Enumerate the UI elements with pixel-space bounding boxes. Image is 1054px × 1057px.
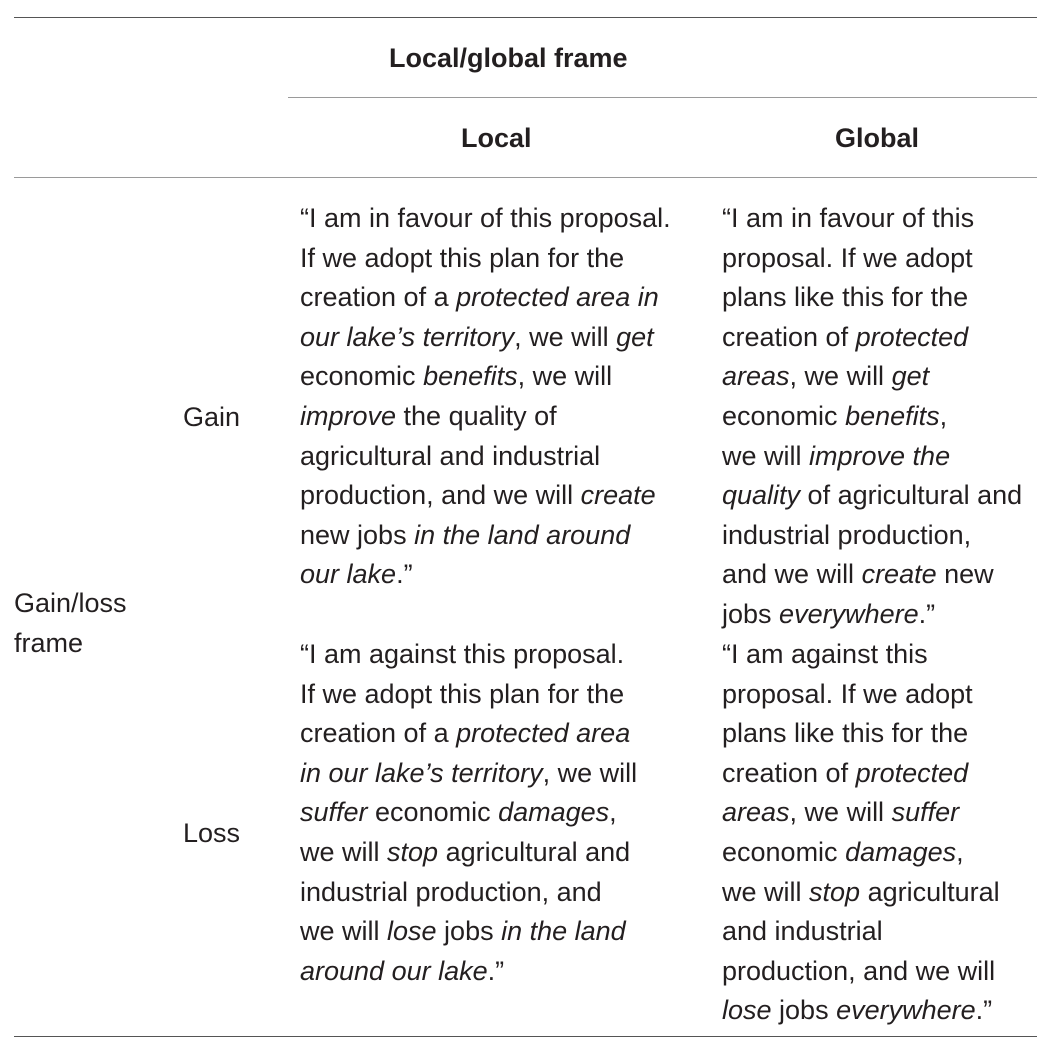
text-run: .” — [975, 995, 993, 1026]
cell-text-line — [722, 675, 1000, 715]
column-header-local: Local — [461, 123, 532, 153]
cell-text-line — [300, 239, 671, 279]
text-run: jobs — [722, 598, 780, 629]
italic-text-run: areas — [722, 797, 790, 828]
text-run: jobs — [436, 916, 502, 947]
cell-text-line — [300, 357, 671, 397]
text-run: plans like this for the — [722, 282, 969, 313]
italic-text-run: damages — [845, 836, 957, 867]
text-run: and industrial — [722, 916, 883, 947]
text-run: , — [609, 797, 617, 828]
italic-text-run: our lake — [300, 559, 397, 590]
italic-text-run: stop — [809, 876, 861, 907]
cell-loss-global — [722, 635, 1000, 1031]
table-top-rule — [14, 17, 1037, 18]
cell-text-line — [722, 555, 1022, 595]
text-run: we will — [300, 916, 388, 947]
text-run: , we will — [542, 757, 638, 788]
text-run: we will — [722, 876, 810, 907]
cell-text-line — [300, 873, 637, 913]
text-run: economic — [300, 361, 424, 392]
text-run: economic — [722, 400, 846, 431]
italic-text-run: our lake’s territory — [300, 321, 515, 352]
row-label-gain: Gain — [183, 402, 241, 432]
column-header-global: Global — [835, 123, 920, 153]
text-run: “I am against this — [722, 639, 928, 669]
italic-text-run: quality — [722, 480, 801, 511]
cell-text-line — [722, 476, 1022, 516]
text-run: new — [936, 559, 994, 590]
cell-text-line — [300, 714, 637, 754]
italic-text-run: everywhere — [836, 995, 976, 1026]
cell-text-line — [300, 912, 637, 952]
italic-text-run: get — [616, 321, 654, 352]
italic-text-run: benefits — [845, 400, 940, 431]
italic-text-run: get — [891, 361, 930, 392]
text-run: creation of a — [300, 282, 457, 313]
italic-text-run: improve — [300, 400, 397, 431]
cell-text-line — [300, 199, 671, 239]
italic-text-run: around our lake — [300, 955, 488, 986]
cell-gain-local — [300, 199, 671, 595]
cell-text-line — [722, 278, 1022, 318]
italic-text-run: create — [861, 559, 937, 590]
cell-text-line — [722, 873, 1000, 913]
cell-gain-global — [722, 199, 1022, 635]
cell-text-line — [722, 912, 1000, 952]
group-header-rule — [288, 97, 1037, 98]
text-run: proposal. If we adopt — [722, 678, 973, 709]
cell-text-line — [300, 516, 671, 556]
text-run: economic — [367, 797, 499, 828]
text-run: , we will — [517, 361, 613, 392]
text-run: industrial production, and — [300, 876, 602, 907]
cell-text-line — [300, 437, 671, 477]
cell-text-line — [722, 199, 1022, 239]
italic-text-run: benefits — [423, 361, 518, 392]
italic-text-run: areas — [722, 361, 790, 392]
text-run: .” — [396, 559, 413, 590]
row-group-label-line: frame — [14, 628, 84, 658]
text-run: jobs — [771, 995, 837, 1026]
italic-text-run: suffer — [891, 797, 960, 828]
text-run: agricultural — [860, 876, 1000, 907]
italic-text-run: lose — [387, 916, 437, 947]
italic-text-run: lose — [722, 995, 772, 1026]
text-run: creation of — [722, 757, 856, 788]
text-run: , we will — [789, 361, 892, 392]
text-run: , — [956, 836, 964, 867]
cell-text-line — [722, 318, 1022, 358]
italic-text-run: in our lake’s territory — [300, 757, 543, 788]
text-run: “I am against this proposal. — [300, 639, 625, 669]
text-run: If we adopt this plan for the — [300, 678, 625, 709]
text-run: new jobs — [300, 519, 415, 550]
cell-text-line — [722, 714, 1000, 754]
italic-text-run: improve the — [809, 440, 951, 471]
cell-loss-local — [300, 635, 637, 991]
text-run: , we will — [789, 797, 892, 828]
text-run: .” — [918, 598, 936, 629]
text-run: of agricultural and — [800, 480, 1023, 511]
text-run: , — [939, 400, 948, 431]
row-label-loss: Loss — [183, 818, 241, 848]
table-bottom-rule — [14, 1036, 1037, 1037]
row-group-label — [14, 583, 127, 663]
cell-text-line — [300, 793, 637, 833]
cell-text-line — [722, 635, 1000, 675]
cell-text-line — [722, 793, 1000, 833]
italic-text-run: damages — [498, 797, 610, 828]
italic-text-run: in the land — [501, 916, 626, 947]
cell-text-line — [300, 278, 671, 318]
text-run: If we adopt this plan for the — [300, 242, 625, 273]
cell-text-line — [300, 318, 671, 358]
text-run: agricultural and industrial — [300, 440, 601, 471]
cell-text-line — [722, 397, 1022, 437]
cell-text-line — [722, 595, 1022, 635]
cell-text-line — [722, 833, 1000, 873]
italic-text-run: protected area — [456, 718, 631, 749]
text-run: economic — [722, 836, 846, 867]
cell-text-line — [722, 239, 1022, 279]
text-run: we will — [722, 440, 810, 471]
text-run: creation of — [722, 321, 856, 352]
text-run: we will — [300, 836, 388, 867]
cell-text-line — [722, 437, 1022, 477]
cell-text-line — [300, 754, 637, 794]
italic-text-run: protected — [855, 757, 969, 788]
cell-text-line — [722, 516, 1022, 556]
cell-text-line — [722, 991, 1000, 1031]
italic-text-run: protected — [855, 321, 969, 352]
cell-text-line — [300, 833, 637, 873]
text-run: production, and we will — [300, 480, 581, 511]
italic-text-run: protected area in — [456, 282, 659, 313]
cell-text-line — [722, 754, 1000, 794]
text-run: “I am in favour of this proposal. — [300, 203, 671, 233]
text-run: agricultural and — [438, 836, 631, 867]
cell-text-line — [300, 397, 671, 437]
text-run: proposal. If we adopt — [722, 242, 973, 273]
text-run: industrial production, — [722, 519, 972, 550]
text-run: production, and we will — [722, 955, 996, 986]
text-run: and we will — [722, 559, 862, 590]
cell-text-line — [300, 555, 671, 595]
cell-text-line — [722, 357, 1022, 397]
cell-text-line — [300, 675, 637, 715]
text-run: the quality of — [396, 400, 557, 431]
italic-text-run: in the land around — [414, 519, 631, 550]
header-bottom-rule — [14, 177, 1037, 178]
italic-text-run: suffer — [300, 797, 368, 828]
text-run: creation of a — [300, 718, 457, 749]
text-run: , we will — [514, 321, 617, 352]
group-header-local-global-frame: Local/global frame — [389, 43, 628, 73]
text-run: .” — [487, 955, 505, 986]
row-group-label-line: Gain/loss — [14, 588, 127, 618]
text-run: plans like this for the — [722, 718, 969, 749]
italic-text-run: create — [580, 480, 656, 511]
cell-text-line — [722, 952, 1000, 992]
italic-text-run: everywhere — [779, 598, 919, 629]
text-run: “I am in favour of this — [722, 203, 975, 233]
italic-text-run: stop — [387, 836, 439, 867]
cell-text-line — [300, 952, 637, 992]
cell-text-line — [300, 635, 637, 675]
cell-text-line — [300, 476, 671, 516]
